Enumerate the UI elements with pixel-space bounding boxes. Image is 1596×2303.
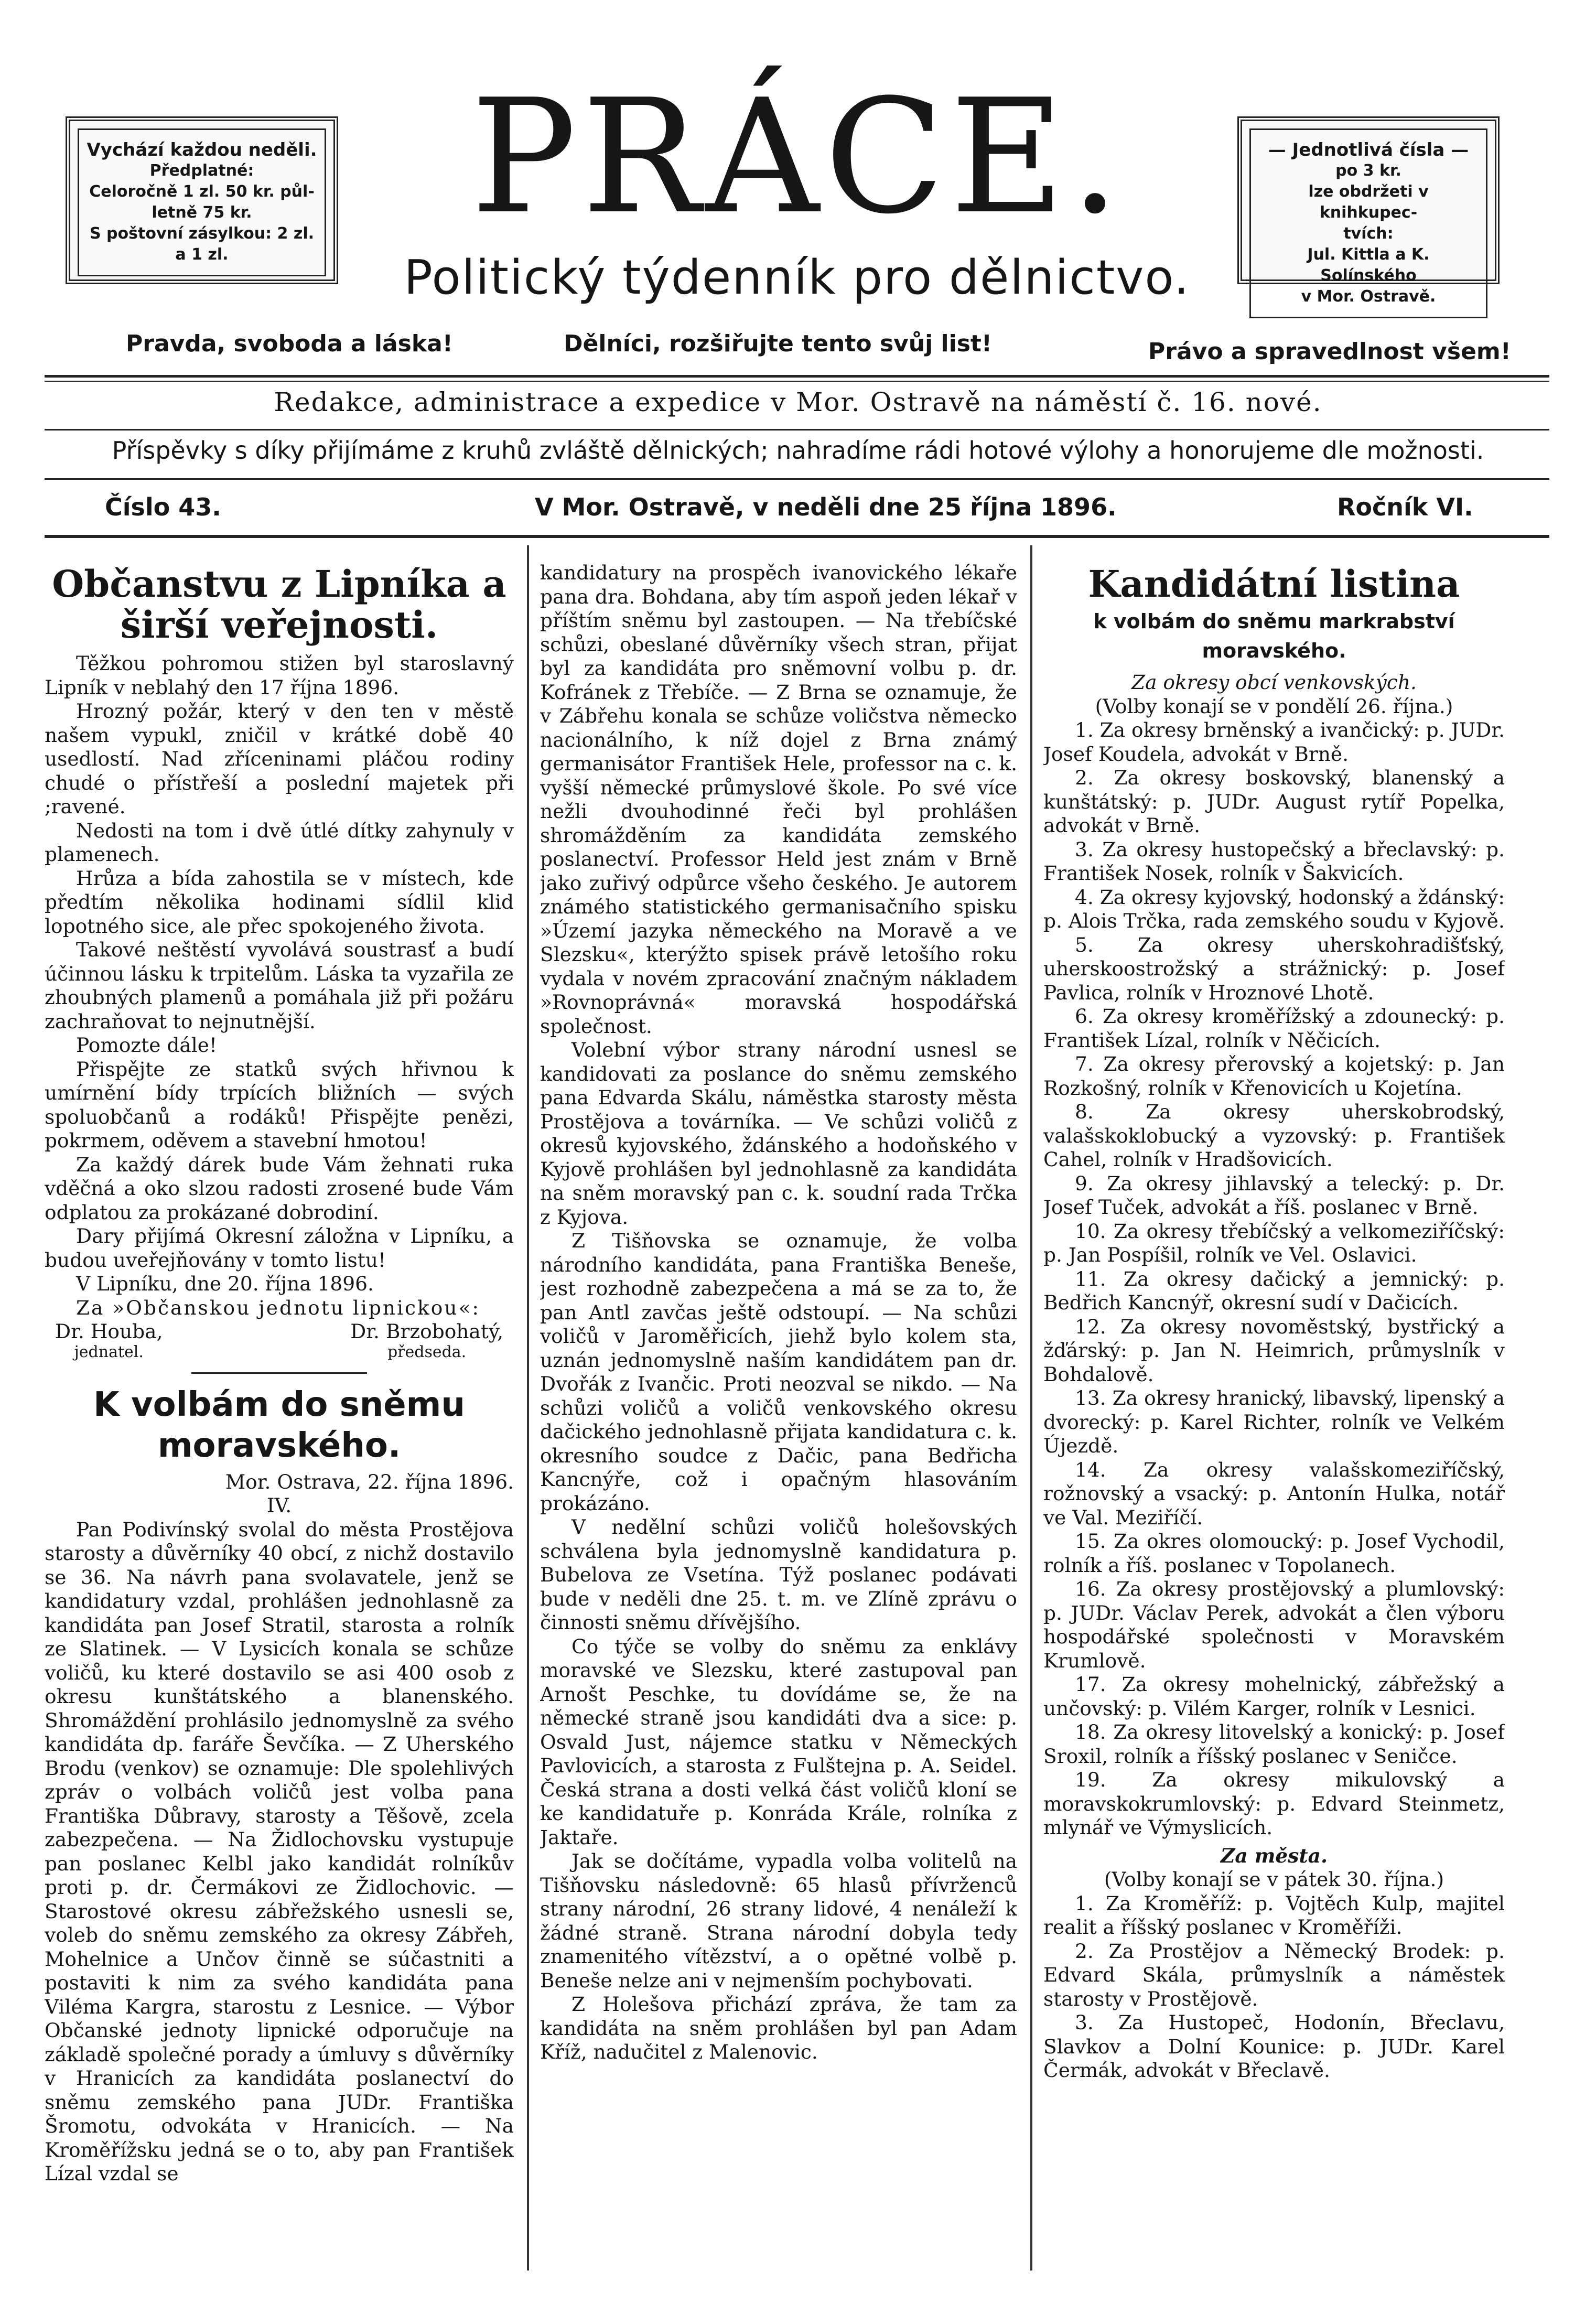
signatures (45, 1320, 514, 1361)
signature-role: předseda. (387, 1342, 467, 1361)
single-issue-line: po 3 kr. (1335, 162, 1401, 180)
list-section-note: (Volby konají se v pondělí 26. října.) (1095, 694, 1453, 718)
motto-right: Právo a spravedlnost všem! (1148, 338, 1511, 365)
article-paragraph: Takové neštěstí vyvolává soustrasť a budí účinnou lásku k trpitelům. Láska ta vyzařila ze zhoubných plamenů a pomáhala již při požáru zachraňovat to nejnutnější. (45, 938, 514, 1033)
article-paragraph: Těžkou pohromou stižen byl staroslavný Lipník v neblahý den 17 října 1896. (45, 652, 514, 699)
subscription-line: Celoročně 1 zl. 50 kr. půl- (89, 182, 315, 201)
candidate-item: 5. Za okresy uherskohradišťský, uherskoostrožský a strážnický: p. Josef Pavlica, rolník v Hroznové Lhotě. (1043, 933, 1505, 1004)
address-line: Redakce, administrace a expedice v Mor. Ostravě na náměstí č. 16. nové. (274, 387, 1322, 417)
candidate-item: 2. Za Prostějov a Německý Brodek: p. Edvard Skála, průmyslník a náměstek starosty v Prostějově. (1043, 1939, 1505, 2010)
candidate-item: 11. Za okresy dačický a jemnický: p. Bedřich Kancnýř, okresní sudí v Dačicích. (1043, 1267, 1505, 1314)
list-subheading: k volbám do sněmu markrabství moravského. (1093, 610, 1455, 662)
column-divider (527, 545, 529, 2270)
candidate-item: 12. Za okresy novoměstský, bystřický a žďárský: p. Jan N. Heimrich, průmyslník v Bohdalově. (1043, 1315, 1505, 1386)
candidate-item: 14. Za okresy valašskomeziříčský, rožnovský a vsacký: p. Antonín Hulka, notář ve Val. Meziříčí. (1043, 1458, 1505, 1529)
candidate-item: 2. Za okresy boskovský, blanenský a kunštátský: p. JUDr. August rytíř Popelka, advokát v Brně. (1043, 766, 1505, 837)
subscription-line: Vychází každou neděli. (87, 139, 317, 160)
signature-right (350, 1320, 503, 1361)
subscription-line: a 1 zl. (175, 245, 229, 264)
signature-name: Dr. Brzobohatý, (350, 1320, 503, 1343)
subscription-line: S poštovní zásylkou: 2 zl. (90, 224, 314, 243)
article-part: IV. (266, 1494, 292, 1517)
article-paragraph: Dary přijímá Okresní záložna v Lipníku, a budou uveřejňovány v tomto listu! (45, 1224, 514, 1272)
article-paragraph: Hrůza a bída zahostila se v místech, kde předtím několika hodinami sídlil klid lopotného sice, ale přec spokojeného života. (45, 866, 514, 938)
issue-rule (45, 535, 1549, 538)
single-issue-box (1237, 116, 1500, 306)
candidate-item: 3. Za Hustopeč, Hodonín, Břeclavu, Slavkov a Dolní Kounice: p. JUDr. Karel Čermák, advokát v Břeclavě. (1043, 2011, 1505, 2082)
article-paragraph: Hrozný požár, který v den ten v městě našem vypukl, zničil v krátké době 40 usedlostí. Nad zříceninami pláčou rodiny chudé o přístřeší a poslední majetek při ;ravené. (45, 699, 514, 818)
masthead-rule (45, 375, 1549, 378)
contribution-rule (45, 478, 1549, 480)
article-paragraph: Pomozte dále! (76, 1034, 217, 1057)
newspaper-title: PRÁCE. (470, 66, 1126, 249)
article-paragraph: Z Holešova přichází zpráva, že tam za kandidáta na sněm prohlášen byl pan Adam Kříž, nadučitel z Malenovic. (540, 1993, 1017, 2063)
candidate-item: 4. Za okresy kyjovský, hodonský a ždánský: p. Alois Trčka, rada zemského soudu v Kyjově. (1043, 885, 1505, 932)
column-1 (45, 564, 514, 2273)
article-place-date: Mor. Ostrava, 22. října 1896. (225, 1470, 514, 1493)
article-paragraph: Jak se dočítáme, vypadla volba volitelů na Tišňovsku následovně: 65 hlasů přívrženců strany národní, 26 strany lidové, 4 nenáleží k žádné straně. Strana národní dobyla tedy znamenitého vítězství, a o opětné volbě p. Beneše nelze ani v nejmenším pochybovati. (540, 1849, 1017, 1992)
candidate-item: 18. Za okresy litovelský a konický: p. Josef Sroxil, rolník a říšský poslanec v Seničce. (1043, 1720, 1505, 1768)
article-paragraph: Za každý dárek bude Vám žehnati ruka vděčná a oko slzou radosti zrosené bude Vám odplatou za prokázané dobrodiní. (45, 1153, 514, 1224)
article-paragraph: Volební výbor strany národní usnesl se kandidovati za poslance do sněmu zemského pana Edvarda Skálu, náměstka starosty města Prostějova a továrníka. — Ve schůzi voličů z okresů kyjovského, ždánského a hodoňského v Kyjově prohlášen byl jednohlasně za kandidáta na sněm moravský pan c. k. soudní rada Trčka z Kyjova. (540, 1038, 1017, 1229)
candidate-item: 3. Za okresy hustopečský a břeclavský: p. František Nosek, rolník v Šakvicích. (1043, 837, 1505, 885)
article-paragraph: Přispějte ze statků svých hřivnou k umírnění bídy trpících bližních — svých spoluobčanů a rodáků! Přispějte penězi, pokrmem, oděvem a stavební hmotou! (45, 1057, 514, 1152)
article-heading: K volbám do sněmu moravského. (93, 1385, 465, 1465)
candidate-item: 19. Za okresy mikulovský a moravskokrumlovský: p. Edvard Steinmetz, mlynář ve Výmyslicích. (1043, 1768, 1505, 1839)
column-2 (540, 561, 1017, 2270)
article-paragraph: Nedosti na tom i dvě útlé dítky zahynuly v plamenech. (45, 819, 514, 866)
single-issue-line: — Jednotlivá čísla — (1268, 139, 1469, 160)
dateline: V Lipníku, dne 20. října 1896. (76, 1272, 374, 1295)
single-issue-line: lze obdržeti v knihkupec- (1308, 182, 1429, 222)
newspaper-subtitle: Politický týdenník pro dělnictvo. (404, 250, 1190, 305)
single-issue-box-inner (1249, 128, 1487, 318)
issue-number: Číslo 43. (105, 493, 221, 521)
candidate-item: 10. Za okresy třebíčský a velkomeziříčský: p. Jan Pospíšil, rolník ve Vel. Oslavici. (1043, 1219, 1505, 1266)
issue-volume: Ročník VI. (1337, 493, 1473, 521)
article-paragraph: V nedělní schůzi voličů holešovských schválena byla jednomyslně kandidatura p. Bubelova ze Vsetína. Týž poslanec podávati bude v neděli dne 25. t. m. ve Zlíně zprávu o činnosti sněmu dřívějšího. (540, 1515, 1017, 1634)
candidate-item: 15. Za okres olomoucký: p. Josef Vychodil, rolník a říš. poslanec v Topolanech. (1043, 1530, 1505, 1577)
candidate-item: 6. Za okresy kroměřížský a zdounecký: p. František Lízal, rolník v Něčicích. (1043, 1005, 1505, 1052)
column-3 (1043, 564, 1505, 2273)
section-rule (191, 1372, 367, 1374)
subscription-line: Předplatné: (149, 162, 254, 180)
list-section: Za města. (1220, 1844, 1328, 1867)
candidate-item: 13. Za okresy hranický, libavský, lipenský a dvorecký: p. Karel Richter, rolník ve Velkém Újezdě. (1043, 1386, 1505, 1457)
signature-line: Za »Občanskou jednotu lipnickou«: (76, 1296, 481, 1319)
article-paragraph: Pan Podivínský svolal do města Prostějova starosty a důvěrníky 40 obcí, z nichž dostavilo se 36. Na návrh pana svolavatele, jenž se kandidatury vzdal, prohlášen jednohlasně za kandidáta pan Josef Stratil, starosta a rolník ze Slatinek. — V Lysicích konala se schůze voličů, ku které dostavilo se asi 400 osob z okresu kunštátského a blanenského. Shromáždění prohlásilo jednomyslně za svého kandidáta dp. faráře Ševčíka. — Z Uherského Brodu (venkov) se oznamuje: Dle spolehlivých zpráv o volbách voličů jest volba pana Františka Důbravy, starosty a Těšově, zcela zabezpečena. — Na Židlochovsku vystupuje pan poslanec Kelbl jako kandidát rolníkův proti p. dr. Čermákovi ze Židlochovic. — Starostové okresu zábřežského usnesli se, voleb do sněmu zemského za okresy Zábřeh, Mohelnice a Unčov činně se súčastniti a postaviti k nim za svého kandidáta pana Viléma Kargra, starostu z Lesnice. — Výbor Občanské jednoty lipnické odporučuje na základě společné porady a úmluvy s důvěrníky v Hranicích za kandidáta poslanectví do sněmu zemského pana JUDr. Františka Šromotu, odvokáta v Hranicích. — Na Kroměřížsku jedná se o to, aby pan František Lízal vzdal se (45, 1518, 514, 2185)
article-paragraph: Co týče se volby do sněmu za enklávy moravské ve Slezsku, které zastupoval pan Arnošt Peschke, tu dovídáme se, že na německé straně jsou kandidáti dva a sice: p. Osvald Just, nájemce statku v Německých Pavlovicích, a starosta z Fulštejna p. A. Seidel. Česká strana a dosti velká část voličů kloní se ke kandidatuře p. Konráda Krále, rolníka z Jaktaře. (540, 1634, 1017, 1849)
candidate-item: 17. Za okresy mohelnický, zábřežský a unčovský: p. Vilém Karger, rolník v Lesnici. (1043, 1673, 1505, 1720)
column-divider (1030, 545, 1032, 2270)
signature-left (55, 1320, 163, 1361)
signature-name: Dr. Houba, (55, 1320, 163, 1343)
article-paragraph: Z Tišňovska se oznamuje, že volba národního kandidáta, pana Františka Beneše, jest rozhodně zabezpečena a má se za to, že pan Antl zavčas ještě odstoupí. — Na schůzi voličů v Jaroměřicích, jiehž bylo kolem sta, uznán jednomyslně naším kandidátem pan dr. Dvořák z Ivančic. Proti neozval se nikdo. — Na schůzi voličů a voličů venkovského okresu dačického jednohlasně přijata kandidatura c. k. okresního soudce z Dačic, pana Bedřicha Kancnýře, což i opačným hlasováním prokázáno. (540, 1229, 1017, 1515)
list-section: Za okresy obcí venkovských. (1131, 671, 1417, 694)
candidate-item: 9. Za okresy jihlavský a telecký: p. Dr. Josef Tuček, advokát a říš. poslanec v Brně. (1043, 1171, 1505, 1219)
candidate-item: 16. Za okresy prostějovský a plumlovský: p. JUDr. Václav Perek, advokát a člen výboru hospodářské společnosti v Moravském Krumlově. (1043, 1577, 1505, 1672)
article-heading: Občanstvu z Lipníka a širší veřejnosti. (52, 564, 506, 647)
list-heading: Kandidátní listina (1088, 564, 1460, 606)
candidate-item: 8. Za okresy uherskobrodský, valašskoklobucký a vyzovský: p. František Cahel, rolník v Hradšovicích. (1043, 1100, 1505, 1171)
masthead-rule-thin (45, 381, 1549, 382)
candidate-item: 1. Za Kroměříž: p. Vojtěch Kulp, majitel realit a říšský poslanec v Kroměříži. (1043, 1891, 1505, 1939)
subscription-line: letně 75 kr. (152, 203, 252, 222)
motto-center: Dělníci, rozšiřujte tento svůj list! (564, 330, 992, 357)
motto-left: Pravda, svoboda a láska! (126, 330, 453, 357)
issue-place-date: V Mor. Ostravě, v neděli dne 25 října 1896. (535, 493, 1117, 521)
single-issue-line: tvích: (1343, 224, 1394, 243)
address-rule (45, 429, 1549, 431)
signature-role: jednatel. (74, 1342, 144, 1361)
candidate-item: 7. Za okresy přerovský a kojetský: p. Jan Rozkošný, rolník v Křenovicích u Kojetína. (1043, 1052, 1505, 1100)
candidate-item: 1. Za okresy brněnský a ivančický: p. JUDr. Josef Koudela, advokát v Brně. (1043, 718, 1505, 766)
list-section-note: (Volby konají se v pátek 30. října.) (1104, 1868, 1444, 1891)
single-issue-line: Jul. Kittla a K. Solínského (1307, 245, 1430, 285)
article-paragraph: kandidatury na prospěch ivanovického lékaře pana dra. Bohdana, aby tím aspoň jeden lékař v příštím sněmu byl zastoupen. — Na třebíčské schůzi, obeslané důvěrníky všech stran, přijat byl za kandidáta pro sněmovní volbu p. dr. Kofránek z Třebíče. — Z Brna se oznamuje, že v Zábřehu konala se schůze voličstva německo nacionálního, k níž dojel z Brna známý germanisátor František Hele, professor na c. k. vyšší německé průmyslové škole. Po své více nežli dvouhodinné řeči byl prohlášen shromážděním za kandidáta zemského poslanectví. Professor Held jest znám v Brně jako zuřivý odpůrce všeho českého. Je autorem známého statistického germanisačního spisku »Území jazyka německého na Moravě a ve Slezsku«, kterýžto spisek právě letošího roku vydala v novém zpracování značným nákladem »Rovnoprávná« moravská hospodářská společnost. (540, 561, 1017, 1038)
contribution-line: Příspěvky s díky přijímáme z kruhů zvláště dělnických; nahradíme rádi hotové výlohy a honorujeme dle možnosti. (112, 436, 1484, 465)
single-issue-line: v Mor. Ostravě. (1301, 287, 1436, 306)
